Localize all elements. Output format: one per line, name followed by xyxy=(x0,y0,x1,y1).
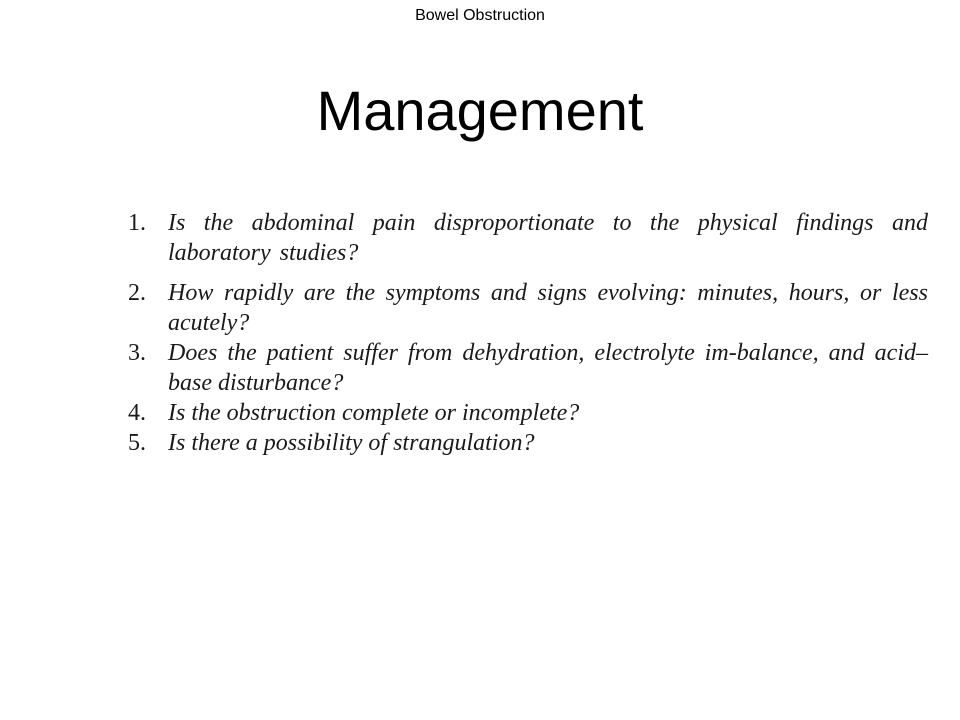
header-title: Bowel Obstruction xyxy=(415,7,545,24)
list-item xyxy=(128,428,928,458)
list-item xyxy=(128,338,928,398)
list-item xyxy=(128,278,928,338)
list-item xyxy=(128,208,928,268)
list-item-text: Is the obstruction complete or incomplete? xyxy=(168,400,580,426)
list-item xyxy=(128,398,928,428)
list-item-text: Is the abdominal pain disproportionate to the physical findings and laboratory studies? xyxy=(168,210,928,266)
list-item-number: 3. xyxy=(128,340,146,366)
list-item-text: Is there a possibility of strangulation? xyxy=(168,430,535,456)
list-item-number: 4. xyxy=(128,400,146,426)
slide-title: Management xyxy=(316,79,644,142)
list-item-number: 1. xyxy=(128,210,146,236)
list-item-text: Does the patient suffer from dehydration, electrolyte im-balance, and acid–base disturbance? xyxy=(168,340,928,396)
list-item-number: 5. xyxy=(128,430,146,456)
question-list xyxy=(128,208,928,458)
list-item-number: 2. xyxy=(128,280,146,306)
list-item-text: How rapidly are the symptoms and signs evolving: minutes, hours, or less acutely? xyxy=(168,280,928,336)
